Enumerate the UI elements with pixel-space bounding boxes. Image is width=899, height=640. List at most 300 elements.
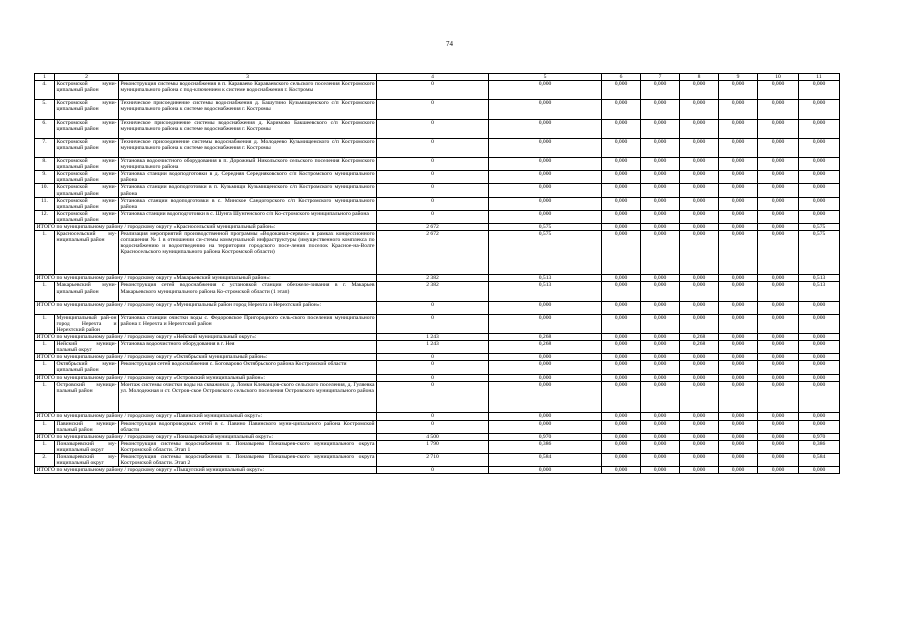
value-cell: 0,000 xyxy=(758,231,799,275)
value-cell: 0,000 xyxy=(489,100,602,119)
value-cell: 0,000 xyxy=(489,301,602,314)
subtotal-row xyxy=(35,374,840,381)
subtotal-label: ИТОГО по муниципальному району / городскому округу «Муниципальный район город Нерехта и Нерехтский район»: xyxy=(35,301,377,314)
value-cell: 0,000 xyxy=(641,467,680,474)
value-cell: 0,000 xyxy=(602,184,641,197)
value-cell: 0,268 xyxy=(680,334,719,341)
municipality-cell: Костромской муни-ципальный район xyxy=(56,171,117,184)
row-number: 1. xyxy=(35,282,55,301)
value-cell: 0,000 xyxy=(719,158,758,171)
value-cell: 0,000 xyxy=(719,171,758,184)
subtotal-row xyxy=(35,467,840,474)
value-cell: 0,000 xyxy=(489,381,602,413)
municipality-cell: Костромской муни-ципальный район xyxy=(56,158,117,171)
project-description: Техническое присоединение системы водоснабжения д. Молодеево Кузьмищенского с/п Костромского муниципального района к системе водоснабжения г. Костромы xyxy=(119,138,377,157)
subtotal-row xyxy=(35,275,840,282)
municipality-cell: Костромской муни-ципальный район xyxy=(55,100,119,119)
value-cell: 0,000 xyxy=(602,301,641,314)
municipality-cell: Красносельский му-ниципальный район xyxy=(55,231,119,275)
subtotal-label: ИТОГО по муниципальному району / городскому округу «Павинский муниципальный округ»: xyxy=(35,413,377,420)
value-cell: 0,000 xyxy=(799,341,840,354)
row-number: 1. xyxy=(35,440,55,453)
value-cell: 0,000 xyxy=(602,231,641,275)
value-cell: 0,000 xyxy=(641,301,680,314)
value-cell: 0 xyxy=(377,467,489,474)
value-cell: 0,000 xyxy=(602,381,641,413)
subtotal-row xyxy=(35,433,840,440)
project-description: Реконструкция системы водоснабжения в п. Караваево Караваевского сельского поселения Костромского муниципального района с под-ключением к системе водоснабжения г. Костромы xyxy=(119,81,377,100)
table-header-row xyxy=(35,74,840,81)
value-cell: 0,000 xyxy=(719,197,758,210)
value-cell: 0,000 xyxy=(719,420,758,433)
value-cell: 0,000 xyxy=(602,314,641,333)
value-cell: 0,000 xyxy=(602,440,641,453)
subtotal-label: ИТОГО по муниципальному району / городскому округу «Октябрьский муниципальный район»: xyxy=(35,354,377,361)
subtotal-label: ИТОГО по муниципальному району / городскому округу «Поназыревский муниципальный округ»: xyxy=(35,433,377,440)
value-cell: 0,000 xyxy=(758,224,799,231)
value-cell: 0,000 xyxy=(758,119,799,138)
value-cell: 0,513 xyxy=(799,282,840,301)
header-cell: 10 xyxy=(758,74,799,81)
table-row xyxy=(35,184,840,197)
project-description: Установка станции водоподготовки в д. Середняя Середняковского с/п Костромского муниципального района xyxy=(120,171,375,184)
row-number: 6. xyxy=(35,119,55,138)
value-cell: 0 xyxy=(377,138,489,157)
value-cell: 0,000 xyxy=(641,275,680,282)
subtotal-row xyxy=(35,224,840,231)
value-cell: 0 xyxy=(377,381,489,413)
value-cell: 0,000 xyxy=(719,440,758,453)
value-cell: 0,000 xyxy=(719,81,758,100)
value-cell: 0,000 xyxy=(680,275,719,282)
value-cell: 0,000 xyxy=(680,210,719,223)
municipality-cell: Костромской муни-ципальный район xyxy=(56,197,117,210)
value-cell: 0 xyxy=(377,210,489,223)
value-cell: 0,000 xyxy=(680,354,719,361)
value-cell: 0,000 xyxy=(489,138,602,157)
municipality-cell: Островский муници-пальный район xyxy=(55,381,119,413)
value-cell: 0,000 xyxy=(719,413,758,420)
project-description: Реализация мероприятий производственной программы «Водоканал-сервис» в рамках концессионного соглашения № 1 в отношении си-стемы коммунальной инфраструктуры (имущественного комплекса по водоснабжению и водоотведению на территории городского посе-ления поселок Красное-на-Волге Красносельского муниципального района Костромской области) xyxy=(119,231,377,275)
table-row xyxy=(35,440,840,453)
value-cell: 0,513 xyxy=(489,282,602,301)
value-cell: 0,000 xyxy=(719,467,758,474)
value-cell: 0,575 xyxy=(489,231,602,275)
value-cell: 0,000 xyxy=(799,314,840,333)
value-cell: 0,000 xyxy=(799,381,840,413)
value-cell: 0,000 xyxy=(719,361,758,374)
row-number: 10. xyxy=(35,184,55,197)
value-cell: 0,000 xyxy=(680,100,719,119)
row-number: 1. xyxy=(35,420,55,433)
table-row xyxy=(35,100,840,119)
value-cell: 0,584 xyxy=(799,453,840,466)
value-cell: 0 xyxy=(377,301,489,314)
table-row xyxy=(35,231,840,275)
value-cell: 0,000 xyxy=(758,361,799,374)
value-cell: 0,000 xyxy=(641,374,680,381)
project-description: Реконструкция сетей водоснабжения с. Боговарово Октябрьского района Костромской области xyxy=(119,361,377,374)
value-cell: 0,000 xyxy=(602,354,641,361)
value-cell: 0 xyxy=(377,100,489,119)
project-description: Установка водоочистного оборудования в г. Нея xyxy=(119,341,377,354)
municipality-cell: Костромской муни-ципальный район xyxy=(56,184,117,197)
municipality-cell: Костромской муни-ципальный район xyxy=(55,119,119,138)
header-cell: 2 xyxy=(55,74,119,81)
header-cell: 11 xyxy=(799,74,840,81)
value-cell: 0,970 xyxy=(489,433,602,440)
value-cell: 0,000 xyxy=(602,413,641,420)
value-cell: 0,000 xyxy=(758,81,799,100)
municipality-cell: Поназыревский му-ниципальный округ xyxy=(56,440,117,453)
project-description: Установка станции водоподготовки в с. Минское Сандогорского с/п Костромского муниципального района xyxy=(120,197,375,210)
value-cell: 0,000 xyxy=(680,361,719,374)
value-cell: 0,513 xyxy=(489,275,602,282)
value-cell: 0,000 xyxy=(719,314,758,333)
value-cell: 0 xyxy=(377,119,489,138)
table-row xyxy=(35,361,840,374)
header-cell: 6 xyxy=(602,74,641,81)
header-cell: 7 xyxy=(641,74,680,81)
value-cell: 0,386 xyxy=(489,440,602,453)
project-description: Монтаж системы очистки воды на скважинах д. Ломки Клеванцов-ского сельского поселения, д. Гуляевка ул. Молодежная и ст. Остров-ское Островского сельского поселения Островского муниципального района xyxy=(119,381,377,413)
value-cell: 0,000 xyxy=(758,282,799,301)
value-cell: 0,000 xyxy=(641,433,680,440)
subtotal-label: ИТОГО по муниципальному району / городскому округу «Нейский муниципальный округ»: xyxy=(35,334,377,341)
value-cell: 0,000 xyxy=(680,138,719,157)
value-cell: 0,000 xyxy=(799,138,840,157)
subtotal-row xyxy=(35,301,840,314)
value-cell: 2 710 xyxy=(377,453,489,466)
value-cell: 0,000 xyxy=(641,210,680,223)
value-cell: 0,000 xyxy=(680,467,719,474)
value-cell: 0,000 xyxy=(799,210,840,223)
value-cell: 0,000 xyxy=(758,275,799,282)
value-cell: 0,970 xyxy=(799,433,840,440)
value-cell: 0,000 xyxy=(719,453,758,466)
table-row xyxy=(35,453,840,466)
subtotal-label: ИТОГО по муниципальному району / городскому округу «Островский муниципальный район»: xyxy=(35,374,377,381)
value-cell: 0,000 xyxy=(602,361,641,374)
value-cell: 0,000 xyxy=(719,210,758,223)
table-row xyxy=(35,210,840,223)
value-cell: 0,000 xyxy=(758,301,799,314)
value-cell: 0,000 xyxy=(489,119,602,138)
value-cell: 0,000 xyxy=(719,301,758,314)
value-cell: 0,000 xyxy=(602,171,641,184)
value-cell: 0,000 xyxy=(719,433,758,440)
value-cell: 0,000 xyxy=(489,354,602,361)
row-number: 1. xyxy=(35,231,55,275)
value-cell: 0,000 xyxy=(641,282,680,301)
value-cell: 0 xyxy=(377,81,489,100)
row-number: 9. xyxy=(35,171,55,184)
header-cell: 8 xyxy=(680,74,719,81)
value-cell: 0,000 xyxy=(602,158,641,171)
value-cell: 0,513 xyxy=(799,275,840,282)
row-number: 1. xyxy=(35,361,55,374)
value-cell: 0,000 xyxy=(799,420,840,433)
municipality-cell: Октябрьский муни-ципальный район xyxy=(56,361,117,374)
value-cell: 0,000 xyxy=(719,231,758,275)
row-number: 12. xyxy=(35,210,55,223)
value-cell: 0,584 xyxy=(489,453,602,466)
value-cell: 0,000 xyxy=(719,224,758,231)
table-row xyxy=(35,282,840,301)
value-cell: 0,000 xyxy=(758,100,799,119)
value-cell: 0,000 xyxy=(758,467,799,474)
value-cell: 2 672 xyxy=(377,231,489,275)
value-cell: 0,000 xyxy=(758,453,799,466)
value-cell: 0,000 xyxy=(680,184,719,197)
value-cell: 0,000 xyxy=(602,275,641,282)
value-cell: 0,000 xyxy=(602,374,641,381)
value-cell: 0,000 xyxy=(758,314,799,333)
value-cell: 0,000 xyxy=(719,381,758,413)
value-cell: 0,000 xyxy=(602,224,641,231)
value-cell: 0 xyxy=(377,374,489,381)
value-cell: 0,000 xyxy=(641,100,680,119)
row-number: 2. xyxy=(35,453,55,466)
value-cell: 0,000 xyxy=(641,453,680,466)
value-cell: 0,000 xyxy=(799,334,840,341)
project-description: Реконструкция водопроводных сетей в с. Павино Павинского муни-ципального района Костромской области xyxy=(120,420,375,433)
value-cell: 0,268 xyxy=(680,341,719,354)
value-cell: 1 243 xyxy=(377,334,489,341)
municipality-cell: Нейский муници-пальный округ xyxy=(56,341,117,354)
value-cell: 0,000 xyxy=(799,100,840,119)
value-cell: 0,000 xyxy=(680,453,719,466)
value-cell: 0,000 xyxy=(641,413,680,420)
value-cell: 0,000 xyxy=(680,231,719,275)
value-cell: 0,000 xyxy=(641,334,680,341)
project-description: Установка станции водоподготовки в с. Шунга Шунгенского с/п Ко-стромского муниципального района xyxy=(119,210,377,223)
value-cell: 0,000 xyxy=(719,138,758,157)
value-cell: 0,000 xyxy=(758,171,799,184)
value-cell: 0 xyxy=(377,184,489,197)
value-cell: 0,000 xyxy=(758,381,799,413)
value-cell: 0,000 xyxy=(758,197,799,210)
value-cell: 0,000 xyxy=(641,361,680,374)
row-number: 5. xyxy=(35,100,55,119)
project-description: Реконструкция системы водоснабжения п. Поназырево Поназырев-ского муниципального округа Костромской области. Этап 2 xyxy=(120,453,375,467)
row-number: 4. xyxy=(35,81,55,100)
value-cell: 0,000 xyxy=(641,231,680,275)
value-cell: 0,000 xyxy=(680,440,719,453)
value-cell: 0 xyxy=(377,413,489,420)
value-cell: 4 500 xyxy=(377,433,489,440)
value-cell: 0,575 xyxy=(799,224,840,231)
value-cell: 0,000 xyxy=(680,314,719,333)
value-cell: 0,000 xyxy=(799,301,840,314)
table-row xyxy=(35,171,840,184)
value-cell: 0,000 xyxy=(799,413,840,420)
subtotal-row xyxy=(35,354,840,361)
value-cell: 0,000 xyxy=(799,354,840,361)
value-cell: 0 xyxy=(377,158,489,171)
value-cell: 0,000 xyxy=(680,433,719,440)
value-cell: 0,000 xyxy=(641,314,680,333)
municipality-cell: Муниципальный рай-он город Нерехта и Нерехтский район xyxy=(56,314,117,333)
project-description: Техническое присоединение системы водоснабжения д. Башутино Кузьмищенского с/п Костромского муниципального района к системе водоснабжения г. Костромы xyxy=(119,100,377,119)
project-description: Техническое присоединение системы водоснабжения д. Каримово Бакшеевского с/п Костромского муниципального района к системе водоснабжения г. Костромы xyxy=(119,119,377,138)
subtotal-row xyxy=(35,413,840,420)
header-cell: 3 xyxy=(119,74,377,81)
header-cell: 4 xyxy=(377,74,489,81)
value-cell: 0,000 xyxy=(489,413,602,420)
value-cell: 0,000 xyxy=(641,138,680,157)
value-cell: 2 672 xyxy=(377,224,489,231)
header-cell: 1 xyxy=(35,74,55,81)
table-row xyxy=(35,81,840,100)
value-cell: 0,000 xyxy=(641,381,680,413)
table-row xyxy=(35,314,840,333)
value-cell: 0,000 xyxy=(641,420,680,433)
value-cell: 0,000 xyxy=(758,420,799,433)
value-cell: 0,000 xyxy=(719,282,758,301)
municipality-cell: Костромской муни-ципальный район xyxy=(55,138,119,157)
value-cell: 0,575 xyxy=(799,231,840,275)
value-cell: 0,000 xyxy=(680,119,719,138)
value-cell: 0,386 xyxy=(799,440,840,453)
value-cell: 0,000 xyxy=(489,81,602,100)
value-cell: 0,000 xyxy=(799,171,840,184)
value-cell: 0,000 xyxy=(489,158,602,171)
value-cell: 0,000 xyxy=(719,119,758,138)
project-description: Установка водоочистного оборудования в п. Дорожный Никольского сельского поселения Костромского муниципального района xyxy=(120,158,375,171)
value-cell: 0 xyxy=(377,171,489,184)
value-cell: 0,000 xyxy=(602,334,641,341)
value-cell: 0,000 xyxy=(489,467,602,474)
value-cell: 0,000 xyxy=(799,184,840,197)
value-cell: 0,000 xyxy=(489,197,602,210)
municipality-cell: Павинский муници-пальный район xyxy=(56,420,117,433)
value-cell: 0,000 xyxy=(641,171,680,184)
value-cell: 0,000 xyxy=(799,119,840,138)
value-cell: 0,575 xyxy=(489,224,602,231)
value-cell: 0,000 xyxy=(489,374,602,381)
value-cell: 0,000 xyxy=(602,119,641,138)
value-cell: 0,000 xyxy=(758,158,799,171)
value-cell: 0,000 xyxy=(602,420,641,433)
value-cell: 0,000 xyxy=(758,210,799,223)
value-cell: 0,000 xyxy=(680,413,719,420)
value-cell: 0,000 xyxy=(602,100,641,119)
value-cell: 0,000 xyxy=(758,354,799,361)
value-cell: 0,000 xyxy=(758,433,799,440)
municipality-cell: Макарьевский муни-ципальный район xyxy=(55,282,119,301)
header-cell: 5 xyxy=(489,74,602,81)
value-cell: 0 xyxy=(377,197,489,210)
subtotal-label: ИТОГО по муниципальному району / городскому округу «Макарьевский муниципальный район»: xyxy=(35,275,377,282)
value-cell: 0,000 xyxy=(758,334,799,341)
value-cell: 0,000 xyxy=(641,119,680,138)
value-cell: 0,000 xyxy=(602,467,641,474)
value-cell: 0,000 xyxy=(719,100,758,119)
value-cell: 0,000 xyxy=(680,81,719,100)
row-number: 7. xyxy=(35,138,55,157)
value-cell: 0,000 xyxy=(719,374,758,381)
value-cell: 0,000 xyxy=(758,184,799,197)
value-cell: 0,000 xyxy=(489,210,602,223)
value-cell: 0,000 xyxy=(719,275,758,282)
value-cell: 0,000 xyxy=(602,210,641,223)
value-cell: 0,000 xyxy=(680,282,719,301)
value-cell: 0,000 xyxy=(758,374,799,381)
table-row xyxy=(35,341,840,354)
value-cell: 2 382 xyxy=(377,282,489,301)
row-number: 11. xyxy=(35,197,55,210)
value-cell: 1 790 xyxy=(377,440,489,453)
value-cell: 0,000 xyxy=(719,354,758,361)
value-cell: 0,268 xyxy=(489,341,602,354)
municipality-cell: Костромской муни-ципальный район xyxy=(56,210,117,223)
value-cell: 0,000 xyxy=(641,440,680,453)
value-cell: 0,000 xyxy=(758,440,799,453)
value-cell: 0,000 xyxy=(758,413,799,420)
value-cell: 0,000 xyxy=(489,361,602,374)
value-cell: 0,000 xyxy=(641,81,680,100)
municipality-cell: Поназыревский му-ниципальный округ xyxy=(56,453,117,467)
value-cell: 0,000 xyxy=(758,138,799,157)
value-cell: 0,000 xyxy=(602,341,641,354)
table-row xyxy=(35,420,840,433)
value-cell: 0,000 xyxy=(680,374,719,381)
project-description: Установка станции водоподготовки в п. Кузьмищи Кузьмищенского с/п Костромского муниципального района xyxy=(120,184,375,197)
value-cell: 0,000 xyxy=(799,374,840,381)
value-cell: 0,000 xyxy=(680,381,719,413)
project-description: Установка станции очистки воды с. Федоровское Пригородного сель-ского поселения муниципального района г. Нерехта и Нерехтский район xyxy=(119,314,377,333)
project-description: Реконструкция сетей водоснабжения с установкой станции обезжеле-зивания в г. Макарьев Макарьевского муниципального района Ко-стромской области (1 этап) xyxy=(119,282,377,301)
table-row xyxy=(35,381,840,413)
value-cell: 0 xyxy=(377,420,489,433)
table-row xyxy=(35,138,840,157)
value-cell: 0,000 xyxy=(602,81,641,100)
value-cell: 1 243 xyxy=(377,341,489,354)
subtotal-label: ИТОГО по муниципальному району / городскому округу «Пыщугский муниципальный округ»: xyxy=(35,467,377,474)
row-number: 1. xyxy=(35,381,55,413)
value-cell: 0,000 xyxy=(799,467,840,474)
investment-table xyxy=(34,73,840,474)
value-cell: 0,000 xyxy=(489,171,602,184)
value-cell: 0,000 xyxy=(489,184,602,197)
value-cell: 2 382 xyxy=(377,275,489,282)
value-cell: 0,000 xyxy=(602,197,641,210)
value-cell: 0,000 xyxy=(758,341,799,354)
value-cell: 0,000 xyxy=(489,314,602,333)
row-number: 1. xyxy=(35,341,55,354)
value-cell: 0,000 xyxy=(602,453,641,466)
value-cell: 0,000 xyxy=(719,184,758,197)
table-row xyxy=(35,158,840,171)
value-cell: 0 xyxy=(377,314,489,333)
subtotal-row xyxy=(35,334,840,341)
value-cell: 0,000 xyxy=(489,420,602,433)
value-cell: 0 xyxy=(377,354,489,361)
value-cell: 0,000 xyxy=(602,138,641,157)
value-cell: 0,000 xyxy=(719,334,758,341)
value-cell: 0,000 xyxy=(680,171,719,184)
value-cell: 0,000 xyxy=(799,197,840,210)
value-cell: 0 xyxy=(377,361,489,374)
value-cell: 0,000 xyxy=(680,224,719,231)
table-row xyxy=(35,197,840,210)
project-description: Реконструкция системы водоснабжения п. Поназырево Поназырев-ского муниципального округа Костромской области. Этап 1 xyxy=(120,440,375,453)
value-cell: 0,000 xyxy=(719,341,758,354)
subtotal-label: ИТОГО по муниципальному району / городскому округу «Красносельский муниципальный район»: xyxy=(35,224,377,231)
row-number: 1. xyxy=(35,314,55,333)
value-cell: 0,000 xyxy=(799,158,840,171)
